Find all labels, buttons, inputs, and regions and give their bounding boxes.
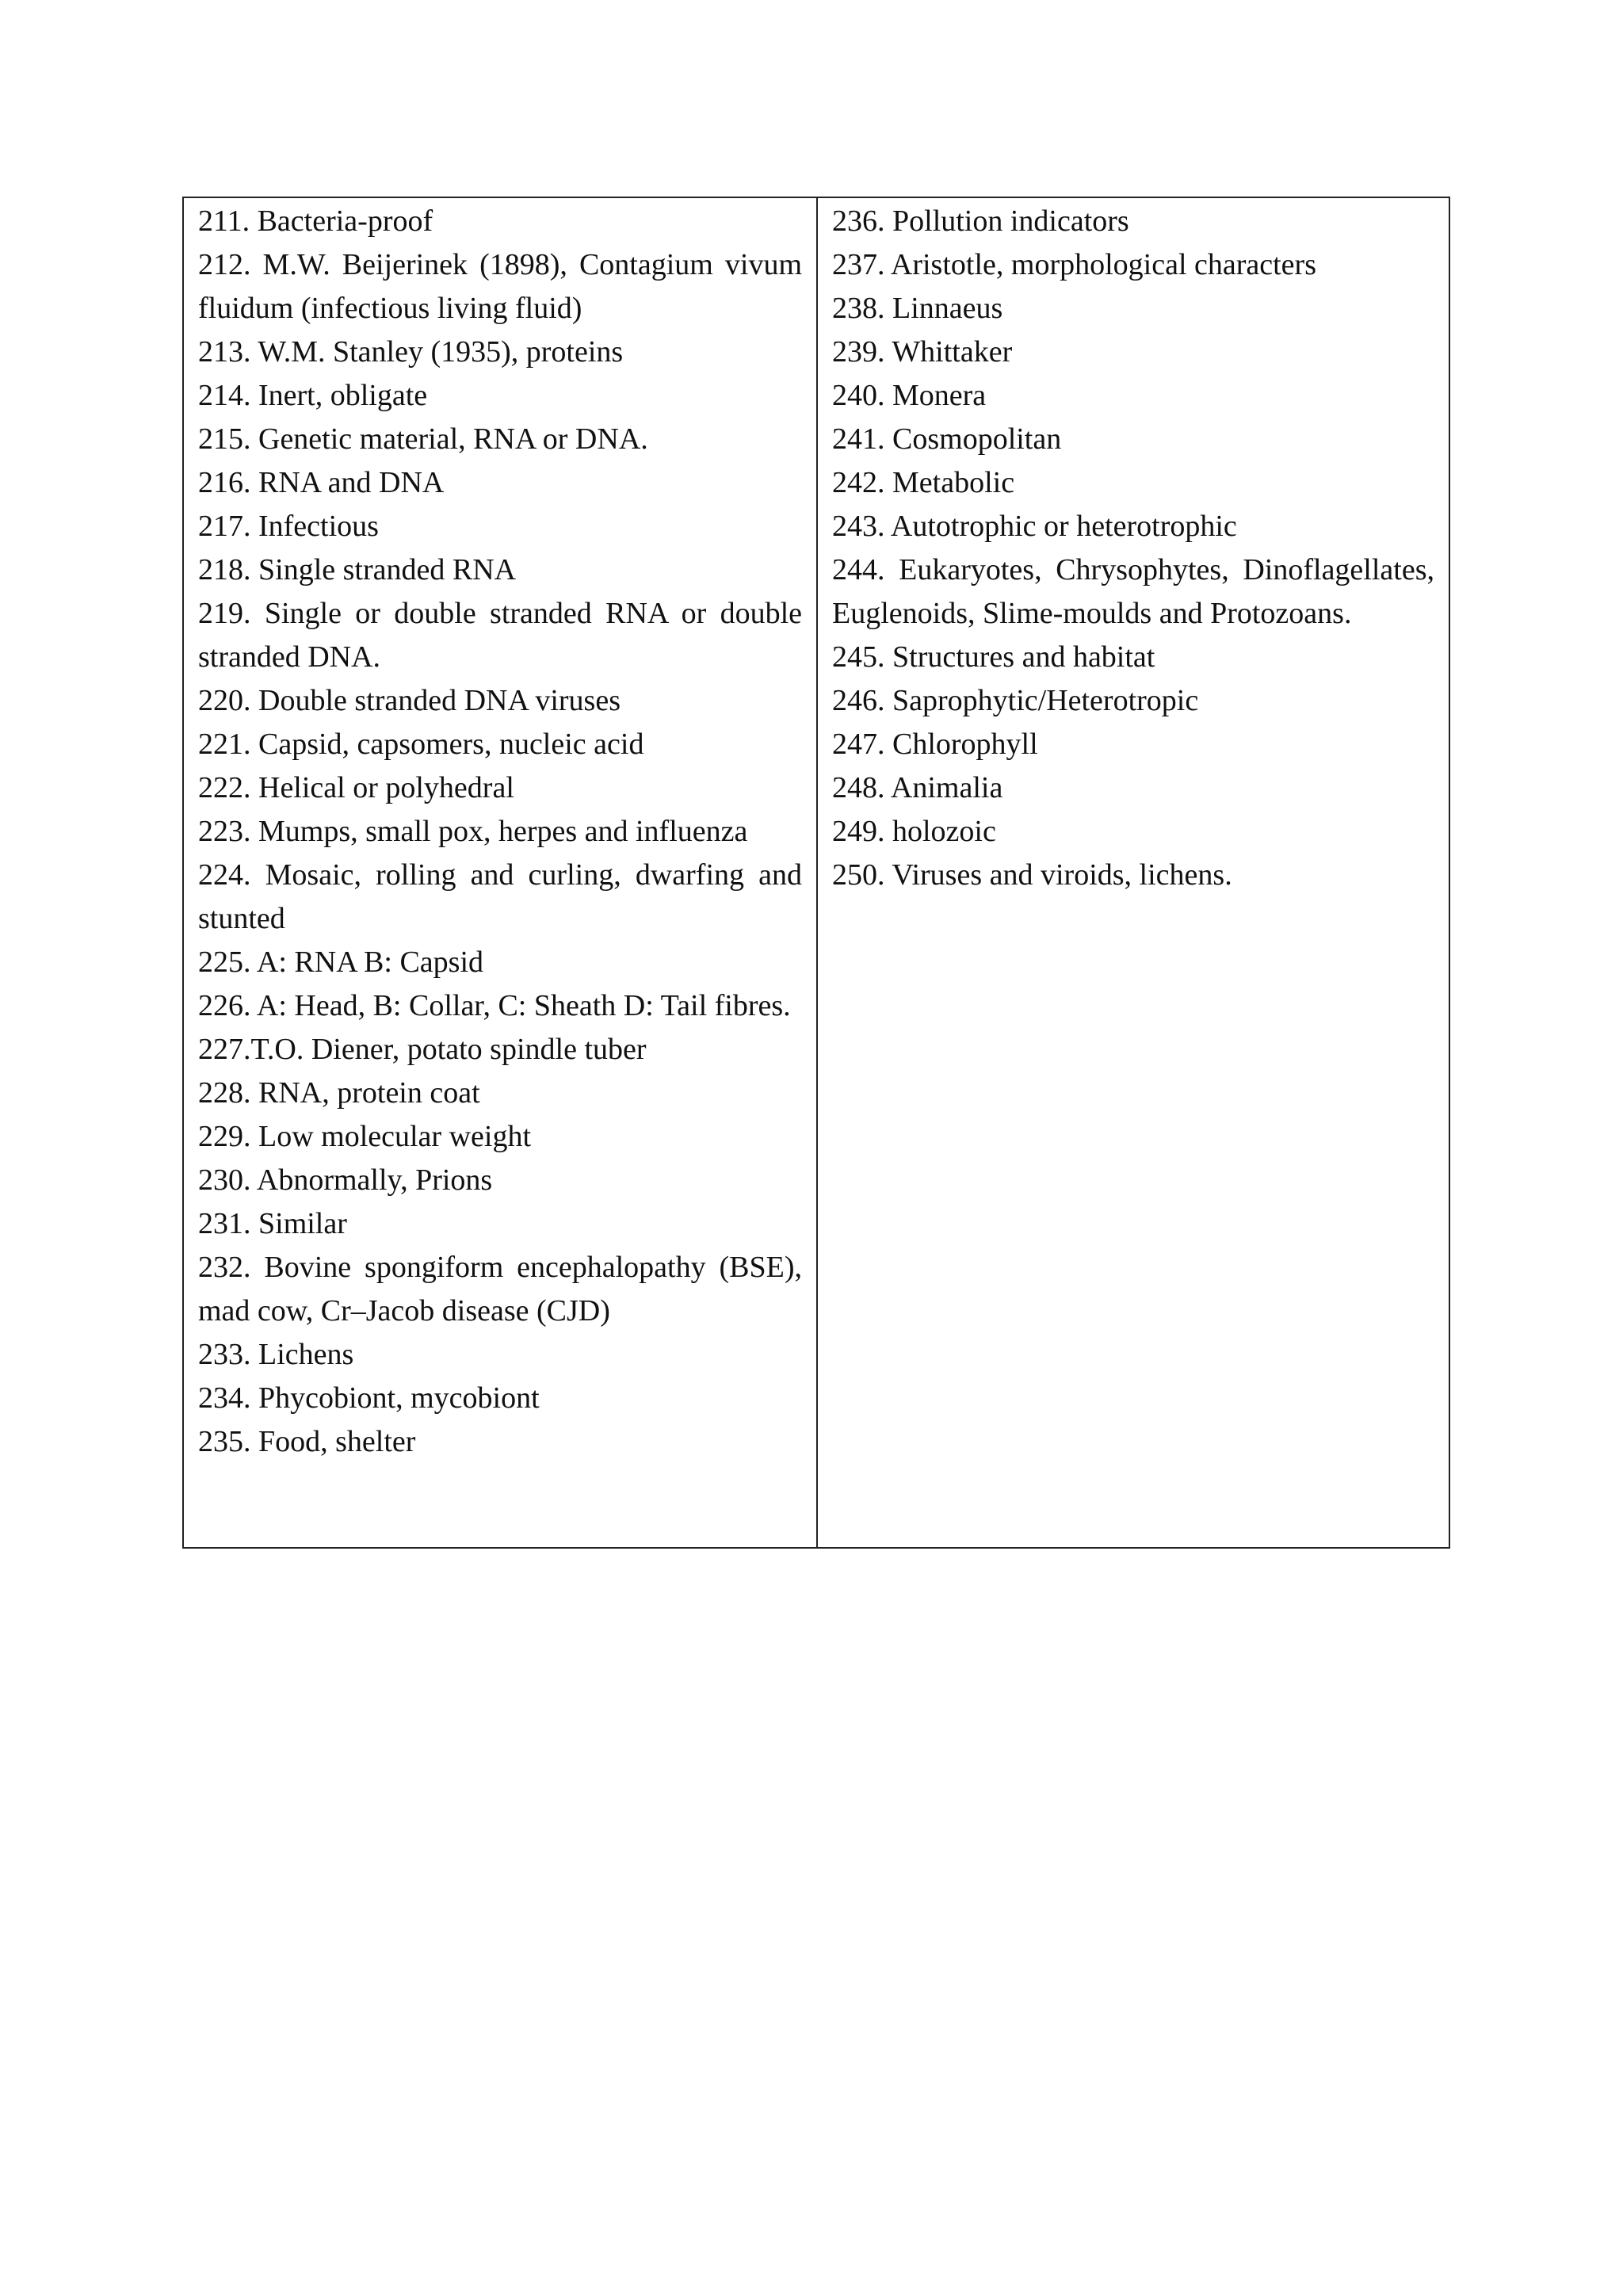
answer-item: 245. Structures and habitat [832, 640, 1155, 674]
answer-item: 239. Whittaker [832, 335, 1013, 369]
answer-item: 243. Autotrophic or heterotrophic [832, 510, 1237, 543]
answer-item: 249. holozoic [832, 815, 996, 848]
answer-item: 238. Linnaeus [832, 292, 1003, 325]
answer-item: 226. A: Head, B: Collar, C: Sheath D: Tail fibres. [198, 989, 791, 1022]
answer-item: 232. Bovine spongiform encephalopathy (BSE), mad cow, Cr–Jacob disease (CJD) [198, 1251, 802, 1328]
answer-item: 230. Abnormally, Prions [198, 1163, 493, 1197]
answer-item: 244. Eukaryotes, Chrysophytes, Dinoflagellates, Euglenoids, Slime-moulds and Protozoans. [832, 553, 1434, 630]
answer-item: 221. Capsid, capsomers, nucleic acid [198, 728, 644, 761]
answer-item: 250. Viruses and viroids, lichens. [832, 858, 1232, 892]
answer-item: 224. Mosaic, rolling and curling, dwarfing and stunted [198, 858, 802, 935]
answer-item: 222. Helical or polyhedral [198, 771, 514, 804]
answer-column-left [184, 198, 818, 1547]
answer-item: 237. Aristotle, morphological characters [832, 248, 1316, 281]
answer-item: 228. RNA, protein coat [198, 1076, 480, 1110]
answer-item: 225. A: RNA B: Capsid [198, 946, 483, 979]
answer-item: 248. Animalia [832, 771, 1003, 804]
answer-item: 236. Pollution indicators [832, 204, 1129, 238]
answer-item: 242. Metabolic [832, 466, 1015, 499]
answer-item: 216. RNA and DNA [198, 466, 445, 499]
answer-item: 214. Inert, obligate [198, 379, 428, 412]
answer-item: 235. Food, shelter [198, 1425, 416, 1458]
answer-item: 211. Bacteria-proof [198, 204, 433, 238]
answer-item: 227.T.O. Diener, potato spindle tuber [198, 1033, 647, 1066]
answer-item: 213. W.M. Stanley (1935), proteins [198, 335, 624, 369]
answer-item: 240. Monera [832, 379, 987, 412]
answer-item: 231. Similar [198, 1207, 347, 1240]
answer-item: 241. Cosmopolitan [832, 422, 1062, 456]
answer-key-table [182, 197, 1450, 1549]
answer-item: 215. Genetic material, RNA or DNA. [198, 422, 648, 456]
answer-item: 223. Mumps, small pox, herpes and influenza [198, 815, 748, 848]
answer-item: 234. Phycobiont, mycobiont [198, 1381, 540, 1415]
answer-item: 212. M.W. Beijerinek (1898), Contagium vivum fluidum (infectious living fluid) [198, 248, 802, 325]
answer-item: 233. Lichens [198, 1338, 354, 1371]
answer-item: 219. Single or double stranded RNA or double stranded DNA. [198, 597, 802, 674]
answer-item: 247. Chlorophyll [832, 728, 1038, 761]
answer-item: 220. Double stranded DNA viruses [198, 684, 621, 717]
answer-item: 229. Low molecular weight [198, 1120, 532, 1153]
answer-item: 218. Single stranded RNA [198, 553, 517, 586]
answer-column-right [818, 198, 1449, 1547]
answer-item: 217. Infectious [198, 510, 379, 543]
answer-item: 246. Saprophytic/Heterotropic [832, 684, 1199, 717]
